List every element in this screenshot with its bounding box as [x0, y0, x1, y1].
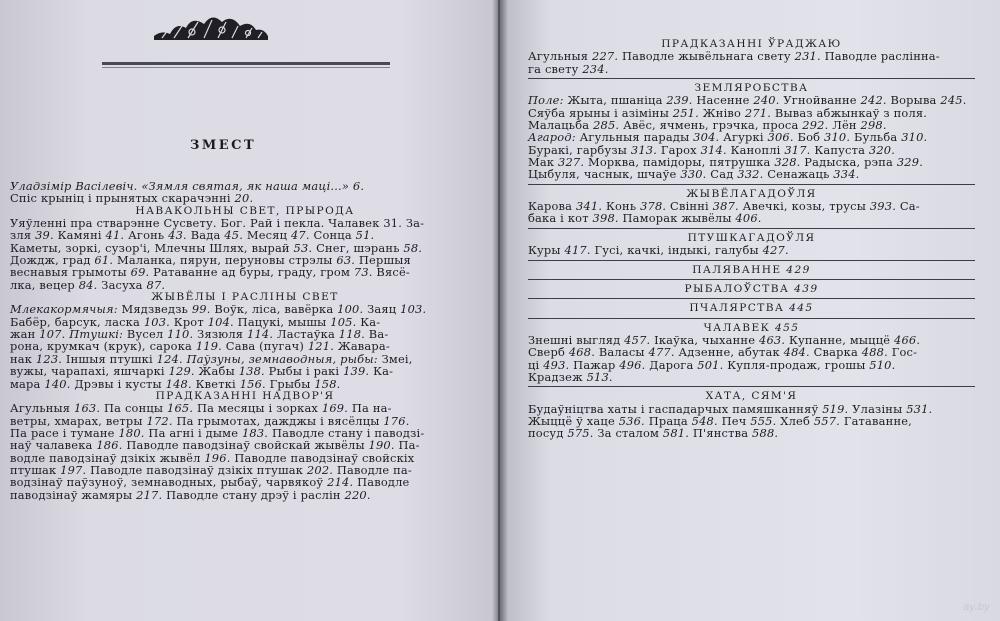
- page-number: 63.: [332, 253, 356, 268]
- entry-text: Карова: [528, 199, 573, 214]
- entry-text: ПЧАЛЯРСТВА: [689, 302, 785, 315]
- entry-text: Па расе і тумане: [10, 425, 115, 440]
- entry-text: Капуста: [810, 142, 866, 157]
- page-number: 227.: [588, 49, 619, 64]
- entry-text: Першыя: [355, 253, 411, 268]
- page-number: 493.: [539, 357, 570, 372]
- entry-text: Снег, шэрань: [312, 240, 400, 255]
- entry-text: ЗЕМЛЯРОБСТВА: [694, 82, 809, 95]
- section-heading: [528, 283, 975, 295]
- page-number: 139.: [339, 364, 370, 379]
- page-number: 180.: [114, 425, 145, 440]
- page-number: 398.: [588, 211, 619, 226]
- entry-text: Грыбы: [265, 376, 311, 391]
- toc-line: [10, 489, 480, 501]
- page-number: 47.: [287, 228, 310, 243]
- entry-text: Мядзведзь: [117, 302, 189, 317]
- section-heading: [528, 302, 975, 314]
- page-number: 107.: [35, 327, 66, 342]
- entry-text: Вада: [186, 228, 221, 243]
- page-number: 251.: [668, 105, 699, 120]
- entry-text: ПРАДКАЗАННІ НАДВОР'Я: [155, 389, 335, 402]
- page-number: 477.: [644, 345, 675, 360]
- entry-text: Паводле паводзінаў дзікіх птушак: [86, 462, 304, 477]
- page-number: 190.: [364, 438, 395, 453]
- entry-text: Буракі, гарбузы: [528, 142, 628, 157]
- entry-text: Праца: [644, 413, 688, 428]
- page-number: 581.: [659, 426, 690, 441]
- right-toc-column: [528, 38, 975, 440]
- entry-text: Жабы: [194, 364, 235, 379]
- watermark: ay.by: [963, 602, 990, 613]
- entry-text: ХАТА, СЯМ'Я: [705, 390, 798, 403]
- page-number: 310.: [897, 130, 928, 145]
- page-number: 103.: [140, 314, 170, 329]
- entry-text: Морква, памідоры, пятрушка: [584, 155, 771, 170]
- page-number: 220.: [340, 487, 371, 502]
- page-number: 304.: [689, 130, 720, 145]
- entry-text: Паводле: [353, 475, 410, 490]
- entry-text: Авечкі, козы, трусы: [738, 199, 867, 214]
- entry-text: зля: [10, 228, 32, 243]
- page-number: 330.: [676, 167, 707, 182]
- page-number: 429: [781, 263, 811, 276]
- page-number: 217.: [132, 487, 163, 502]
- entry-text: паводзінаў жамяры: [10, 487, 133, 502]
- left-toc-column: [10, 180, 480, 501]
- entry-text: веснавыя грымоты: [10, 265, 127, 280]
- entry-text: га свету: [528, 61, 579, 76]
- page-number: 313.: [627, 142, 658, 157]
- entry-text: Поле:: [528, 93, 564, 108]
- entry-text: Вусел: [123, 327, 164, 342]
- page-number: 69.: [126, 265, 150, 280]
- entry-text: Засуха: [97, 277, 143, 292]
- entry-text: Паводле жывёльнага свету: [618, 49, 791, 64]
- entry-text: Гос-: [887, 345, 918, 360]
- entry-text: ПАЛЯВАННЕ: [692, 263, 782, 276]
- page-number: 439: [789, 282, 819, 295]
- section-heading: [528, 264, 975, 276]
- page-number: 393.: [866, 199, 897, 214]
- entry-text: Паводле раслінна-: [820, 49, 940, 64]
- page-number: 406.: [731, 211, 762, 226]
- page-number: 557.: [810, 413, 840, 428]
- page-number: 214.: [323, 475, 354, 490]
- page-number: 165.: [163, 401, 194, 416]
- page-number: 43.: [164, 228, 187, 243]
- toc-line: [10, 378, 480, 390]
- toc-line: [10, 279, 480, 291]
- entry-text: ЧАЛАВЕК: [703, 321, 771, 334]
- entry-text: П'янства: [689, 426, 749, 441]
- page-number: 41.: [101, 228, 125, 243]
- entry-text: Будаўніцтва хаты і гаспадарчых памяшканняў: [528, 401, 819, 416]
- entry-text: Паводле па-: [333, 462, 412, 477]
- entry-text: Агуркі: [719, 130, 764, 145]
- entry-text: Сварка: [809, 345, 858, 360]
- entry-text: Паводле стану дрэў і раслін: [162, 487, 341, 502]
- page-number: 158.: [310, 376, 341, 391]
- entry-text: бака і кот: [528, 211, 589, 226]
- page-number: 513.: [582, 369, 613, 384]
- entry-text: Гусі, качкі, індыкі, галубы: [590, 243, 759, 258]
- entry-text: Паморак жывёлы: [618, 211, 732, 226]
- section-separator: [528, 298, 975, 299]
- entry-text: Агульныя: [10, 401, 71, 416]
- page-number: 271.: [741, 105, 772, 120]
- page-number: 455: [770, 321, 800, 334]
- page-number: 103.: [396, 302, 427, 317]
- page-number: 121.: [304, 339, 334, 354]
- entry-text: Лён: [828, 118, 857, 133]
- page-number: 536.: [614, 413, 645, 428]
- page-number: 320.: [865, 142, 896, 157]
- page-number: 334.: [829, 167, 860, 182]
- entry-text: Заяц: [363, 302, 397, 317]
- header-rule-thin: [102, 67, 390, 68]
- decorative-ornament: [152, 2, 270, 44]
- page-number: 317.: [780, 142, 811, 157]
- page-number: 496.: [615, 357, 646, 372]
- page-number: 463.: [755, 332, 786, 347]
- page-number: 202.: [303, 462, 334, 477]
- page-number: 245.: [936, 93, 967, 108]
- entry-text: Куры: [528, 243, 561, 258]
- entry-text: Дрэвы і кусты: [70, 376, 162, 391]
- entry-text: Угнойванне: [779, 93, 857, 108]
- page-number: 156.: [235, 376, 266, 391]
- entry-text: Жніво: [698, 105, 742, 120]
- page-number: 118.: [334, 327, 365, 342]
- page-number: 468.: [565, 345, 596, 360]
- entry-text: Бабёр, барсук, ласка: [10, 314, 140, 329]
- toc-line: [528, 212, 975, 224]
- page-number: 58.: [399, 240, 423, 255]
- page-number: 531.: [902, 401, 933, 416]
- page-number: 588.: [748, 426, 779, 441]
- book-gutter: [492, 0, 508, 621]
- entry-text: Агонь: [124, 228, 165, 243]
- entry-text: Знешні выгляд: [528, 332, 621, 347]
- entry-text: Сенажаць: [763, 167, 830, 182]
- entry-text: РЫБАЛОЎСТВА: [684, 282, 790, 295]
- right-page: [500, 0, 1000, 621]
- entry-text: ЖЫВЁЛАГАДОЎЛЯ: [686, 187, 817, 200]
- entry-text: Боб: [793, 130, 821, 145]
- entry-text: Паводле паводзінаў свойскіх: [230, 450, 415, 465]
- page-number: 510.: [865, 357, 896, 372]
- entry-text: Паводле паводзінаў свойскай жывёлы: [122, 438, 365, 453]
- section-separator: [528, 279, 975, 280]
- page-number: 548.: [687, 413, 718, 428]
- entry-text: Са-: [896, 199, 920, 214]
- entry-text: наў чалавека: [10, 438, 93, 453]
- entry-text: Гарох: [657, 142, 697, 157]
- entry-text: вужы, чарапахі, яшчаркі: [10, 364, 165, 379]
- entry-text: Каметы, зоркі, сузор'і, Млечны Шлях, вырай: [10, 240, 290, 255]
- entry-text: Млекакормячыя:: [10, 302, 118, 317]
- page-number: 6.: [349, 179, 365, 193]
- page-number: 140.: [40, 376, 71, 391]
- entry-text: Крадзеж: [528, 369, 583, 384]
- page-number: 129.: [164, 364, 195, 379]
- entry-text: Ка-: [356, 314, 381, 329]
- entry-text: лка, вецер: [10, 277, 75, 292]
- page-number: 114.: [243, 327, 274, 342]
- page-number: 138.: [234, 364, 265, 379]
- entry-text: Уяўленні пра стварэнне Сусвету. Бог. Рай і пекла. Чалавек: [10, 216, 380, 231]
- entry-text: Рыбы і ракі: [264, 364, 340, 379]
- entry-text: Купля-продаж, грошы: [723, 357, 866, 372]
- section-separator: [528, 78, 975, 79]
- entry-text: мара: [10, 376, 41, 391]
- page-number: 197.: [56, 462, 87, 477]
- page-number: 306.: [763, 130, 794, 145]
- page-number: 332.: [733, 167, 764, 182]
- page-number: 427.: [758, 243, 789, 258]
- entry-text: ці: [528, 357, 540, 372]
- page-number: 445: [784, 302, 814, 315]
- entry-text: Купанне, мыццё: [785, 332, 891, 347]
- entry-text: Крот: [169, 314, 204, 329]
- entry-text: Месяц: [243, 228, 288, 243]
- entry-text: Пажар: [569, 357, 616, 372]
- page-number: 417.: [560, 243, 591, 258]
- entry-text: посуд: [528, 426, 564, 441]
- page-number: 183.: [238, 425, 269, 440]
- entry-text: Жавара-: [334, 339, 390, 354]
- section-separator: [528, 228, 975, 229]
- entry-text: Дождж, град: [10, 253, 91, 268]
- page-number: 87.: [142, 277, 166, 292]
- page-number: 314.: [696, 142, 727, 157]
- page-number: 61.: [90, 253, 114, 268]
- entry-text: Сонца: [309, 228, 352, 243]
- page-number: 488.: [857, 345, 888, 360]
- page-number: 234.: [578, 61, 609, 76]
- entry-text: Вясё-: [372, 265, 410, 280]
- entry-text: нак: [10, 351, 33, 366]
- entry-text: Іншыя птушкі: [62, 351, 153, 366]
- entry-text: Сверб: [528, 345, 566, 360]
- toc-line: [528, 371, 975, 383]
- page-number: 501.: [693, 357, 724, 372]
- page-number: 186.: [92, 438, 123, 453]
- entry-text: Насенне: [692, 93, 750, 108]
- page-number: 51.: [351, 228, 375, 243]
- page-number: 298.: [856, 118, 887, 133]
- page-number: 73.: [350, 265, 373, 280]
- entry-text: Камяні: [53, 228, 102, 243]
- entry-text: Уладзімір Васілевіч. «Зямля святая, як наша маці...»: [10, 179, 350, 193]
- entry-text: Сяўба ярыны і азіміны: [528, 105, 669, 120]
- entry-text: Ластаўка: [273, 327, 335, 342]
- page-number: 100.: [333, 302, 364, 317]
- toc-line: [528, 63, 975, 75]
- entry-text: водле паводзінаў дзікіх жывёл: [10, 450, 201, 465]
- entry-text: Ворыва: [886, 93, 937, 108]
- entry-text: водзінаў паўзуноў, земнаводных, рыбаў, чарвякоў: [10, 475, 324, 490]
- entry-text: Сад: [706, 167, 734, 182]
- page-number: 123.: [32, 351, 63, 366]
- entry-text: НАВАКОЛЬНЫ СВЕТ, ПРЫРОДА: [135, 204, 355, 217]
- page-number: 466.: [890, 332, 921, 347]
- page-number: 105.: [326, 314, 357, 329]
- page-number: 310.: [820, 130, 851, 145]
- page-number: 176.: [379, 413, 410, 428]
- entry-text: Гатаванне,: [840, 413, 912, 428]
- page-number: 239.: [662, 93, 693, 108]
- page-number: 341.: [572, 199, 603, 214]
- section-separator: [528, 318, 975, 319]
- entry-text: Мак: [528, 155, 555, 170]
- toc-line: [528, 168, 975, 180]
- page-number: 148.: [161, 376, 192, 391]
- page-number: 53.: [289, 240, 313, 255]
- entry-text: Агульныя парады: [575, 130, 690, 145]
- entry-text: ЖЫВЁЛЫ І РАСЛІНЫ СВЕТ: [151, 291, 339, 304]
- page-number: 20.: [230, 191, 254, 206]
- toc-line: [528, 427, 975, 439]
- entry-text: Паводле стану і паводзі-: [268, 425, 425, 440]
- entry-text: За сталом: [593, 426, 660, 441]
- entry-text: Печ: [717, 413, 747, 428]
- page-number: 242.: [856, 93, 887, 108]
- entry-text: птушак: [10, 462, 57, 477]
- page-number: 457.: [620, 332, 651, 347]
- toc-line: [10, 192, 480, 204]
- entry-text: Паўзуны, земнаводныя, рыбы:: [182, 351, 378, 366]
- page-number: 329.: [893, 155, 924, 170]
- entry-text: ПРАДКАЗАННІ ЎРАДЖАЮ: [661, 38, 842, 50]
- entry-text: Адзенне, абутак: [674, 345, 780, 360]
- entry-text: Па-: [394, 438, 420, 453]
- entry-text: Ікаўка, чыханне: [650, 332, 756, 347]
- page-number: 163.: [70, 401, 101, 416]
- page-number: 328.: [770, 155, 801, 170]
- entry-text: Воўк, ліса, вавёрка: [210, 302, 334, 317]
- contents-title: ЗМЕСТ: [190, 138, 257, 153]
- entry-text: Цыбуля, часнык, шчаўе: [528, 167, 677, 182]
- entry-text: Радыска, рэпа: [800, 155, 894, 170]
- entry-text: Свінні: [666, 199, 709, 214]
- entry-text: жан: [10, 327, 36, 342]
- page-number: 39.: [31, 228, 54, 243]
- page-number: 45.: [220, 228, 244, 243]
- entry-text: Ва-: [364, 327, 389, 342]
- page-number: 327.: [554, 155, 585, 170]
- toc-line: [528, 244, 975, 256]
- section-separator: [528, 386, 975, 387]
- entry-text: ветры, хмарах, ветры: [10, 413, 143, 428]
- page-number: 519.: [818, 401, 849, 416]
- page-number: 575.: [563, 426, 594, 441]
- entry-text: Кветкі: [191, 376, 236, 391]
- entry-text: Птушкі:: [65, 327, 124, 342]
- page-number: 119.: [192, 339, 222, 354]
- page-number: 124.: [152, 351, 183, 366]
- entry-text: Па грымотах, дажджы і вясёлцы: [172, 413, 380, 428]
- entry-text: Па сонцы: [100, 401, 164, 416]
- entry-text: Ратаванне ад буры, граду, гром: [149, 265, 351, 280]
- entry-text: Па на-: [348, 401, 392, 416]
- entry-text: Улазіны: [848, 401, 903, 416]
- page-number: 240.: [749, 93, 780, 108]
- left-page: [0, 0, 498, 621]
- entry-text: Сава (пугач): [221, 339, 305, 354]
- entry-text: Малацьба: [528, 118, 590, 133]
- entry-text: Авёс, ячмень, грэчка, проса: [619, 118, 799, 133]
- page-number: 387.: [708, 199, 739, 214]
- entry-text: Зязюля: [193, 327, 244, 342]
- entry-text: 31. За-: [379, 216, 425, 231]
- entry-text: Пацукі, мышы: [233, 314, 327, 329]
- entry-text: Змеі,: [377, 351, 413, 366]
- page-number: 169.: [318, 401, 349, 416]
- entry-text: ПТУШКАГАДОЎЛЯ: [687, 231, 816, 244]
- page-number: 378.: [636, 199, 667, 214]
- entry-text: Хлеб: [776, 413, 811, 428]
- entry-text: Па агні і дыме: [144, 425, 239, 440]
- section-separator: [528, 260, 975, 261]
- page-number: 484.: [779, 345, 810, 360]
- entry-text: рона, крумкач (крук), сарока: [10, 339, 192, 354]
- entry-text: Вываз абжынкаў з поля.: [771, 105, 928, 120]
- header-rule: [102, 62, 390, 65]
- entry-text: Каноплі: [726, 142, 781, 157]
- entry-text: Бульба: [850, 130, 898, 145]
- entry-text: Агарод:: [528, 130, 576, 145]
- entry-text: Валасы: [595, 345, 645, 360]
- page-number: 292.: [798, 118, 829, 133]
- entry-text: Жыта, пшаніца: [563, 93, 663, 108]
- entry-text: Конь: [602, 199, 637, 214]
- entry-text: Маланка, пярун, перуновы стрэлы: [113, 253, 333, 268]
- page-number: 231.: [790, 49, 821, 64]
- section-separator: [528, 184, 975, 185]
- page-number: 84.: [74, 277, 98, 292]
- entry-text: Жыццё ў хаце: [528, 413, 615, 428]
- page-number: 555.: [746, 413, 777, 428]
- entry-text: Дарога: [645, 357, 694, 372]
- entry-text: Ка-: [369, 364, 394, 379]
- page-number: 110.: [163, 327, 194, 342]
- entry-text: Агульныя: [528, 49, 589, 64]
- page-number: 196.: [200, 450, 231, 465]
- entry-text: Спіс крыніц і прынятых скарачэнні: [10, 191, 231, 206]
- page-number: 99.: [188, 302, 211, 317]
- page-number: 285.: [589, 118, 620, 133]
- page-number: 172.: [142, 413, 173, 428]
- entry-text: Па месяцы і зорках: [193, 401, 319, 416]
- page-number: 104.: [203, 314, 234, 329]
